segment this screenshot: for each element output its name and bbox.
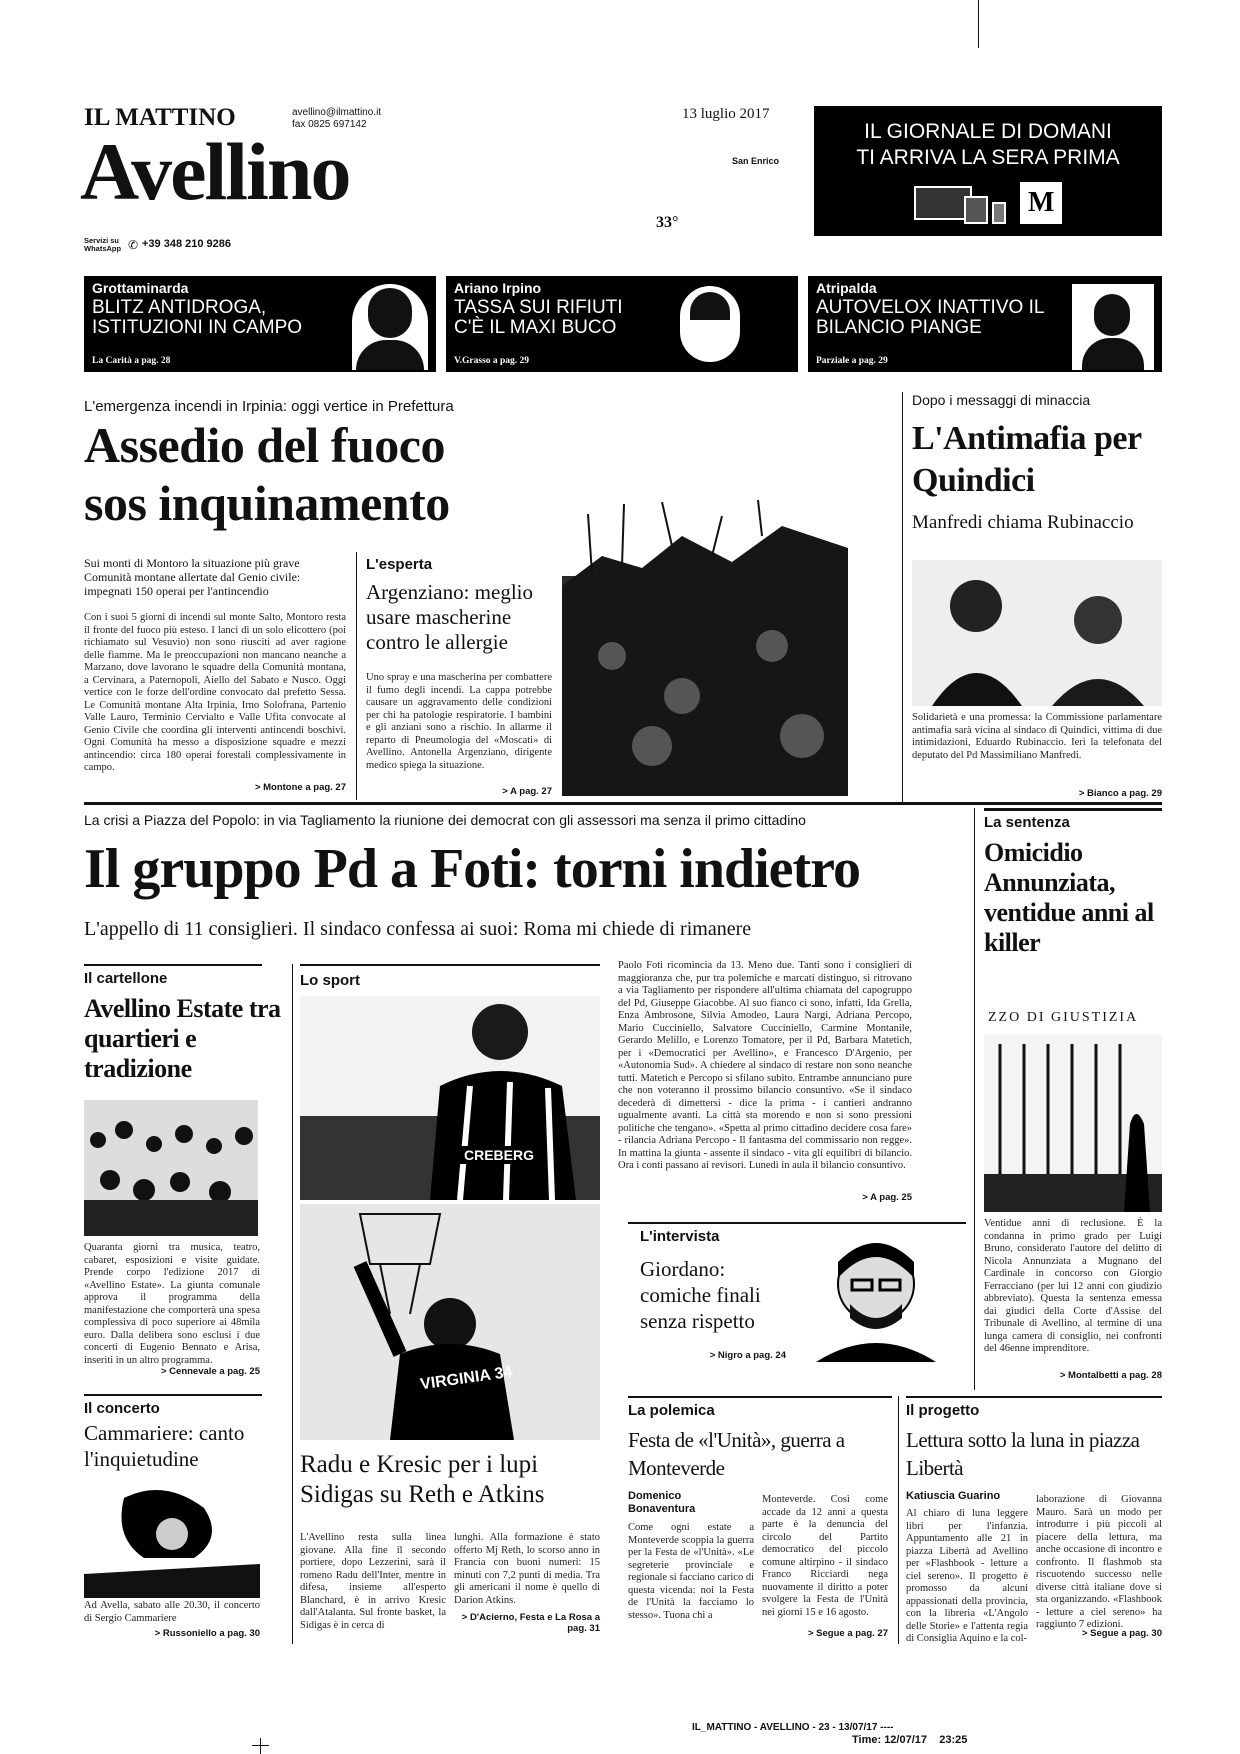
teaser-location: Grottaminarda [92,280,189,296]
teaser-portrait [680,286,740,362]
fire-kicker: L'emergenza incendi in Irpinia: oggi vertice in Prefettura [84,398,454,415]
expert-headline[interactable]: Argenziano: meglio usare mascherine contro le allergie [366,580,533,654]
column-divider [356,552,357,800]
football-player-image [300,996,600,1200]
politics-subhead: L'appello di 11 consiglieri. Il sindaco confessa ai suoi: Roma mi chiede di rimanere [84,918,752,940]
two-men-image [912,560,1162,706]
crop-mark-top [978,0,979,48]
antimafia-body: Solidarietà e una promessa: la Commissione parlamentare antimafia sarà vicina al sindaco di Quindici, vittima di due intimidazioni, Eduardo Rubinaccio. Ieri la telefonata del deputato del Pd Massimiliano Manfredi. [912,712,1162,761]
cartellone-ref[interactable]: > Cennevale a pag. 25 [160,1366,260,1377]
cartellone-kicker: Il cartellone [84,970,168,987]
sentenza-body: Ventidue anni di reclusione. È la condanna in primo grado per Luigi Bruno, considerato l'autore del delitto di Nicola Annunziata a Mugnano del Cardinale in concorso con Giorgio Ferracciano (per lui 12 anni con giudizio abbreviato). Questa la sentenza emessa dai giudici della Corte d'Assise del Tribunale di Avellino, al termine di una lunga camera di consiglio, nei confronti del 46enne imprenditore. [984,1218,1162,1354]
section-rule [628,1396,892,1398]
fire-summary: Sui monti di Montoro la situazione più grave Comunità montane allertate dal Genio civile: impegnati 150 operai per l'antincendio [84,556,301,598]
contact-fax: fax 0825 697142 [292,119,367,130]
cartellone-headline[interactable]: Avellino Estate tra quartieri e tradizione [84,994,281,1083]
expert-kicker: L'esperta [366,556,433,573]
basketball-player-image [300,1204,600,1440]
courthouse-sign: ZZO DI GIUSTIZIA [988,1010,1139,1025]
concerto-photo [84,1478,260,1598]
promo-box[interactable] [814,106,1162,236]
progetto-headline[interactable]: Lettura sotto la luna in piazza Libertà [906,1428,1140,1480]
fire-headline-1[interactable]: Assedio del fuoco [84,417,445,473]
progetto-body-2: laborazione di Giovanna Mauro. Sarà un modo per introdurre i più piccoli al piacere della lettura, ma anche occasione di incontro e confronto. Il flashmob sta riscuotendo successo nelle diverse città italiane dove si sta organizzando. «Flashbook - letture a ciel sereno» ha raggiunto 7 edizioni. [1036,1494,1162,1630]
horizontal-rule [84,802,1162,805]
section-rule [984,808,1162,811]
cartellone-body: Quaranta giorni tra musica, teatro, cabaret, esposizioni e visite guidate. Prende corpo l'edizione 2017 di «Avellino Estate». La giunta comunale approva il programma della manifestazione che comporterà una spesa complessiva di poco superiore ai 48mila euro. Dalla delibera sono esclusi i due concerti di Eugenio Bennato e Arisa, inseriti in un altro programma. [84,1242,260,1366]
whatsapp-icon: ✆ [128,238,139,252]
sentenza-photo [984,1004,1162,1212]
teaser-location: Ariano Irpino [454,280,542,296]
concerto-body: Ad Avella, sabato alle 20.30, il concerto di Sergio Cammariere [84,1600,260,1624]
section-divider [898,1396,899,1644]
whatsapp-label: Servizi su WhatsApp [84,236,122,253]
fire-body: Con i suoi 5 giorni di incendi sul monte Salto, Montoro resta il fronte del fuoco più esteso. I lanci di un solo elicottero (poi richiamato sul Vesuvio) non sono riusciti ad aver ragione delle fiamme. Ma le preoccupazioni non mancano neanche a Marzano, dove lavorano le squadre della Comunità montana, a Cervinara, a Paternopoli, Aiello del Sabato e Nusco. Oggi vertice con le forze dell'ordine convocato dal prefetto Sessa. Le Comunità montane Alta Irpinia, Irno Solofrana, Partenio Valle Lauro, Terminio Cervialto e Valle Ufita convocate al Genio Civile che coordina gli interventi antincendi boschivi. Ogni Comunità ha messo a disposizione squadre e mezzi antincendio: circa 180 operai forestali complessivamente in campo. [84,612,346,773]
masthead [80,104,804,264]
pianist-image [84,1478,260,1598]
teaser-title: AUTOVELOX INATTIVO IL BILANCIO PIANGE [816,297,1044,338]
concerto-headline[interactable]: Cammariere: canto l'inquietudine [84,1421,245,1471]
politics-ref[interactable]: > A pag. 25 [862,1192,912,1203]
polemica-headline[interactable]: Festa de «l'Unità», guerra a Monteverde [628,1428,845,1480]
polemica-body-1: Come ogni estate a Monteverde scoppia la guerra per la Festa de «l'Unità». «Le segreterie provinciale e regionale si facciano carico di questa vicenda: noi la Festa de l'Unità la facciamo lo stesso». Tuona chi a [628,1522,754,1621]
politics-body: Paolo Foti ricomincia da 13. Meno due. Tanti sono i consiglieri di maggioranza che, pur tra polemiche e marcati distinguo, si ritrovano a via Tagliamento per rispondere all'ultima chiamata del capogruppo del Pd, Giuseppe Giacobbe. Al suo fianco ci sono, infatti, Ida Grella, Enza Ambrosone, Silvia Amodeo, Laura Nargi, Adriana Percopo, Mario Cucciniello, Salvatore Cucciniello, Carmine Montanile, Gerardo Melillo, e Lorenzo Tomatore, per il Pd, Barbara Matetich, per i «Democratici per Avellino», e Francesco D'Argenio, per «Autonomia Sud». A chiedere al sindaco di restare non sono neanche tutti. Matetich e Percopo si sfilano subito. Entrambe annunciano pure che non voteranno il prossimo bilancio consuntivo. «Se il sindaco decederà di dimettersi - dice la prima - i cantieri andranno ugualmente avanti. La città sta morendo e non si sono pressioni politiche che tengano». «Spetta al primo cittadino decidere cosa fare» - rilancia Adriana Percopo - Il fantasma del commissario non regge». In mattina la giunta - assente il sindaco - vita gli equilibri di bilancio. Ora i conti passano ai revisori. Lunedì in aula il bilancio consuntivo. [618,960,912,1171]
polemica-body-2: Monteverde. Così come accade da 12 anni a questa parte è la denuncia del circolo del Partito democratico del piccolo comune altirpino - il sindaco Franco Ricciardi nega nuovamente il diritto a poter svolgere la Festa de l'Unità nei giorni 15 e 16 agosto. [762,1494,888,1618]
contact-email: avellino@ilmattino.it [292,107,382,118]
polemica-author: Domenico Bonaventura [628,1490,696,1515]
fire-headline-2[interactable]: sos inquinamento [84,475,450,531]
section-rule [84,1394,262,1396]
man-portrait-image [796,1228,962,1362]
teaser-portrait [352,284,428,370]
politics-kicker: La crisi a Piazza del Popolo: in via Tagliamento la riunione dei democrat con gli assessori ma senza il primo cittadino [84,812,806,828]
fire-ref[interactable]: > Montone a pag. 27 [254,782,346,793]
sport-kicker: Lo sport [300,972,360,989]
fire-photo [562,496,848,796]
burned-hillside-image [562,496,848,796]
progetto-author: Katiuscia Guarino [906,1490,1001,1502]
sport-headline[interactable]: Radu e Kresic per i lupi Sidigas su Reth e Atkins [300,1451,545,1508]
footer-time: Time: 12/07/17 23:25 [852,1734,968,1746]
teaser-title: TASSA SUI RIFIUTI C'È IL MAXI BUCO [454,297,623,338]
promo-line-2: TI ARRIVA LA SERA PRIMA [856,146,1120,169]
antimafia-subhead: Manfredi chiama Rubinaccio [912,512,1134,533]
concerto-kicker: Il concerto [84,1400,160,1417]
sentenza-headline[interactable]: Omicidio Annunziata, ventidue anni al killer [984,838,1154,957]
antimafia-kicker: Dopo i messaggi di minaccia [912,392,1091,408]
teaser-ref: La Carità a pag. 28 [92,356,171,366]
jersey-number: VIRGINIA 34 [419,1363,514,1394]
intervista-photo [796,1228,962,1362]
saint-of-day: San Enrico [732,156,780,166]
section-divider [974,808,975,1390]
promo-line-1: IL GIORNALE DI DOMANI [864,120,1112,143]
crop-mark-bottom [260,1738,261,1754]
footer-slug: IL_MATTINO - AVELLINO - 23 - 13/07/17 ---- [692,1722,894,1733]
politics-headline[interactable]: Il gruppo Pd a Foti: torni indietro [84,838,861,900]
teaser-ariano[interactable] [446,276,798,372]
concerto-ref[interactable]: > Russoniello a pag. 30 [154,1628,260,1639]
section-divider [902,392,903,802]
section-rule [628,1222,966,1224]
intervista-headline[interactable]: Giordano: comiche finali senza rispetto [640,1257,761,1333]
intervista-ref[interactable]: > Nigro a pag. 24 [709,1350,786,1361]
sport-body-1: L'Avellino resta sulla linea giovane. Alla fine il secondo portiere, dopo Lezzerini, sarà il romeno Radu dell'Inter, mentre in difesa, insieme all'esperto Blanchard, è in arrivo Kresic dall'Atalanta. Sul fronte basket, la Sidigas è in cerca di [300,1532,446,1631]
city-title: Avellino [80,126,350,217]
crowd-image [84,1100,258,1236]
teaser-location: Atripalda [816,280,877,296]
whatsapp-number: +39 348 210 9286 [142,238,232,250]
expert-ref[interactable]: > A pag. 27 [502,786,552,797]
sentenza-kicker: La sentenza [984,814,1070,831]
devices-icon [914,182,1010,226]
crop-mark-bottom-h [252,1745,269,1746]
cartellone-photo [84,1100,258,1236]
sport-photo-football [300,996,600,1200]
teaser-grottaminarda[interactable] [84,276,436,372]
polemica-kicker: La polemica [628,1402,715,1419]
sport-photo-basket [300,1204,600,1440]
teaser-atripalda[interactable] [808,276,1162,372]
sport-ref[interactable]: > D'Acierno, Festa e La Rosa a pag. 31 [461,1612,600,1634]
expert-body: Uno spray e una mascherina per combattere il fumo degli incendi. La cappa potrebbe causare un aggravamento delle condizioni per chi ha patologie respiratorie. I bambini e gli anziani sono a rischio. In allarme il reparto di Pneumologia del «Moscati» di Avellino. Antonella Argenziano, dirigente medico spiega la situazione. [366,672,552,771]
promo-logo: M [1020,182,1062,224]
progetto-body-1: Al chiaro di luna leggere libri per l'infanzia. Appuntamento alle 21 in piazza Libertà ad Avellino per «Flashbook - letture a ciel sereno». Il progetto è promosso da alcuni appassionati della provincia, con la libreria «L'Angolo delle Storie» e l'attenta regia di Consiglia Aquino e la col- [906,1508,1028,1644]
teaser-ref: Parziale a pag. 29 [816,356,888,366]
section-divider [292,964,293,1644]
antimafia-ref[interactable]: > Bianco a pag. 29 [1078,788,1162,799]
courthouse-image [984,1004,1162,1212]
brand-name: IL MATTINO [84,104,236,131]
progetto-ref[interactable]: > Segue a pag. 30 [1082,1628,1162,1639]
section-rule [84,964,262,966]
issue-date: 13 luglio 2017 [682,106,770,122]
sentenza-ref[interactable]: > Montalbetti a pag. 28 [1059,1370,1162,1381]
section-rule [300,964,600,966]
temperature: 33° [656,214,679,231]
jersey-sponsor: CREBERG [460,1146,538,1164]
teaser-portrait [1072,284,1154,370]
sport-body-2: lunghi. Alla formazione è stato offerto Mj Reth, lo scorso anno in Francia con buoni numeri: 15 minuti con 7,2 punti di media. Tra gli americani il nome è quello di Darion Atkins. [454,1532,600,1606]
intervista-kicker: L'intervista [640,1228,720,1245]
progetto-kicker: Il progetto [906,1402,980,1419]
polemica-ref[interactable]: > Segue a pag. 27 [808,1628,888,1639]
teaser-ref: V.Grasso a pag. 29 [454,356,530,366]
antimafia-photo [912,560,1162,706]
teaser-title: BLITZ ANTIDROGA, ISTITUZIONI IN CAMPO [92,297,303,338]
antimafia-headline[interactable]: L'Antimafia per Quindici [912,420,1141,499]
section-rule [906,1396,1162,1398]
